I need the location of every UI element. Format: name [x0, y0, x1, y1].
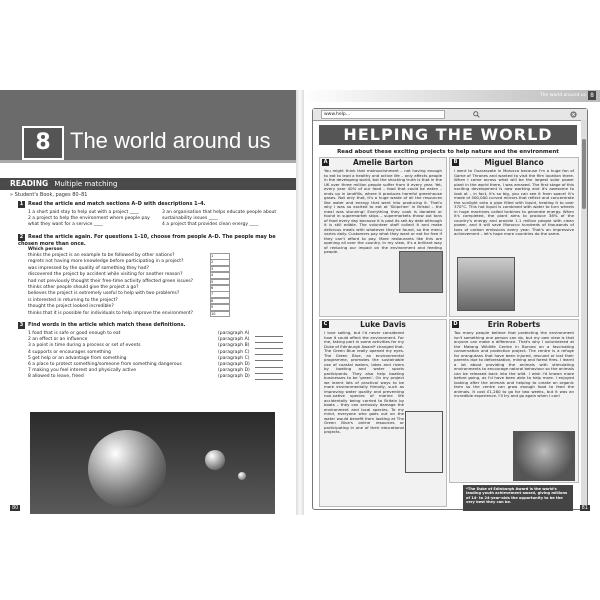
ex2-question-text: thinks other people should give the project a go?: [28, 285, 139, 290]
exercise-3-text: Find words in the article which match these definitions.: [28, 322, 186, 328]
right-page: [300, 90, 600, 515]
ex3-definition-row: [28, 356, 283, 362]
ex3-definition: 1 food that is safe or good enough to eat: [28, 331, 121, 336]
exercise-3-instruction: [18, 322, 288, 329]
card-text: You might think that malnourishment – not having enough to eat to lead a healthy and active life – only affects people in the developing world, but the shocking truth is that in the UK over three million people suffer from it every year. Yet, every year 40% of our food – food that could be eaten – ends up in landfills, where it produces harmful greenhouse gases. Not only that, it's a huge waste of all the resources like water and energy that went into producing it. That's why I was so excited to eat at 'Skipchen' in Bristol – the meal was stunning! Everything they cook is donated or found in supermarket skips – supermarkets throw out tons of food every day because it is past its sell-by date although it is still edible. The volunteer staff collect it and make delicious meals with whatever they've found, so the menu varies daily. Customers pay what they want or eat for free if they can't afford to pay. More restaurants like this are opening all over the country. In my view, it's a brilliant way of reducing our impact on the environment and feeding people.: [324, 168, 442, 254]
exercise-2-text: Read the article again. For questions 1–10, choose from people A–D. The people may be chosen more than once.: [18, 234, 276, 247]
ex2-answer-number: 3: [211, 266, 214, 271]
exercise-1-text: Read the article and match sections A–D with descriptions 1–4.: [28, 201, 206, 207]
ex2-answer-number: 1: [211, 254, 214, 258]
section-sublabel: Multiple matching: [54, 180, 118, 188]
ex3-paragraph-ref: (paragraph D): [218, 374, 250, 380]
section-bar: [0, 178, 300, 190]
ex2-question: [28, 279, 283, 285]
ex2-question: [28, 298, 283, 304]
ex3-paragraph-ref: (paragraph C): [218, 355, 250, 361]
exercise-1-instruction: [18, 201, 288, 208]
ex3-paragraph-ref: (paragraph B): [218, 343, 250, 349]
green-blue-guide-image: [405, 411, 443, 473]
bubble-image: [205, 450, 225, 470]
ex3-definition-row: [28, 350, 283, 356]
ex2-answer-number: 5: [211, 279, 214, 284]
exercise-3-number: 3: [19, 322, 24, 328]
ex3-definition-row: [28, 331, 283, 337]
article-masthead: HELPING THE WORLD: [319, 125, 577, 145]
unit-title: The world around us: [70, 128, 271, 153]
right-page-number: 81: [581, 505, 588, 511]
ex2-question: [28, 311, 283, 317]
ex3-answer-line[interactable]: [255, 343, 283, 349]
ex3-definition: 7 making you feel interest and physically active: [28, 368, 136, 374]
ex2-question-text: thinks that it is possible for individuals to help improve the environment?: [28, 310, 194, 316]
card-name: Miguel Blanco: [484, 158, 544, 167]
card-tag: B: [453, 159, 458, 165]
ex3-definition-row: [28, 337, 283, 343]
card-text: I went to Ouarzazate in Morocco because I'm a huge fan of Game of Thrones and wanted to visit the film location there. When I came across what will be the largest solar power plant in the world there, I was amazed. The first stage of this exciting development is now working and it's awesome to look at – in fact, it's so big, you can see it from space! It's made of 500,000 curved mirrors that reflect and concentrate the sunlight onto a pipe filled with liquid, heating it to over 370°C. This hot liquid is combined with water to turn wheels in huge machines called turbines to generate energy. When it's completed, the plant aims to produce 38% of the country's energy and provide 1.1 million people with clean power, and it will save Morocco hundreds of thousands of tons of carbon emissions every year. That's an impressive achievement – let's hope more countries do the same.: [454, 168, 574, 236]
ex3-definition: 4 supports or encourages something: [28, 349, 111, 355]
ex2-answer-number: 8: [211, 298, 214, 303]
glass-globe-image: [88, 430, 166, 508]
browser-address-bar: [313, 109, 587, 121]
ex2-question-text: thought the project looked incredible?: [28, 304, 114, 310]
ex3-paragraph-ref: (paragraph C): [218, 349, 250, 355]
skipchen-image: [399, 251, 443, 293]
duke-of-edinburgh-footnote: *The Duke of Edinburgh Award is the world's leading youth achievement award, giving millions of 14- to 24-year-olds the opportunity to be the very best they can be.: [463, 485, 573, 511]
ex3-answer-line[interactable]: [255, 374, 283, 380]
ex3-definition: 2 an effect or an influence: [28, 337, 88, 343]
ex2-question-text: thinks the project is an example to be followed by other nations?: [28, 253, 175, 258]
card-text: I love sailing, but I'd never considered how it could affect the environment. For me, taking part in some activities for my Duke of Edinburgh Award* changed that. The Green Blue really opened my eyes. The Green Blue, an environmental programme, promotes the sustainable use of coastal waters, lakes and rivers by boating and water sports participants. They also help boating businesses to be 'green'. On my project we learnt lots of practical ways to be more environmentally friendly, such as improving water quality and preventing non-native species of marine life accidentally being carried to Britain by boats – they can seriously damage the environment and local species. To my mind, everyone who goes out on the water would benefit from looking at The Green Blue's online resources or participating in one of their educational projects.: [324, 330, 404, 434]
ex2-question: [28, 259, 283, 265]
ex3-answer-line[interactable]: [255, 350, 283, 356]
card-text: Too many people believe that protecting the environment isn't something one person can do, but my own view is that anyone can make a difference. That's why I volunteered at the Matang Wildlife Centre in Borneo on a fascinating conservation and protection project. The centre is a refuge for orangutans that have been injured, rescued or lost their parents due to deforestation, mining and forest fires. I learnt a lot about providing the animals with stimulating environments to encourage natural behaviour so the animals can be released back into the wild. I wish I'd known more before going, as I'd have been able to help more. I enjoyed looking after the animals and helping to create an organic farm so the centre can grow enough food to feed the animals. It cost £1,280 to go for two weeks, but it was an incredible experience. I'll try and go again when I can!: [454, 330, 574, 398]
card-name: Erin Roberts: [487, 320, 541, 329]
ex2-answer-box[interactable]: [210, 311, 230, 318]
exercise-2-number: 2: [19, 234, 24, 240]
close-icon[interactable]: [570, 111, 577, 118]
ex2-question: [28, 304, 283, 310]
ex2-question-text: regrets not having more knowledge before participating in a project?: [28, 259, 184, 265]
student-book-reference: » Student's Book, pages 80–81: [10, 192, 88, 198]
search-icon[interactable]: [473, 111, 480, 118]
ex2-answer-number: 9: [211, 305, 214, 310]
ex3-paragraph-ref: (paragraph A): [218, 331, 250, 336]
ex1-item: 4 a project that provides clean energy ____: [162, 222, 259, 227]
card-amelie-barton: [319, 157, 447, 317]
ex3-answer-line[interactable]: [255, 362, 283, 368]
ex2-question: [28, 291, 283, 297]
ex3-paragraph-ref: (paragraph D): [218, 368, 250, 374]
ex3-answer-line[interactable]: [255, 331, 283, 337]
banner-rule: [0, 160, 300, 163]
section-label: READING: [10, 179, 49, 188]
ex2-answer-number: 10: [211, 311, 216, 316]
ex3-paragraph-ref: (paragraph D): [218, 362, 250, 367]
ex2-answer-number: 6: [211, 286, 214, 290]
ex2-question-text: had not previously thought their free-time activity affected green issues?: [28, 278, 194, 284]
exercise-1-number: 1: [19, 201, 24, 207]
scrollbar-thumb[interactable]: [582, 139, 586, 209]
ex3-answer-line[interactable]: [255, 356, 283, 362]
running-unit-number: 8: [588, 91, 596, 100]
card-name: Amelie Barton: [352, 158, 414, 167]
running-head: The world around us: [539, 93, 586, 98]
ex2-question: [28, 266, 283, 272]
card-tag: D: [453, 321, 458, 327]
ex3-definition-row: [28, 374, 283, 380]
card-tag: A: [323, 159, 328, 165]
ex3-definition: 8 allowed to leave, freed: [28, 374, 84, 380]
ex3-definition: 5 get help or an advantage from something: [28, 355, 127, 361]
ex3-definition-row: [28, 362, 283, 368]
ex2-question-text: believes the project is extremely useful to help with two problems?: [28, 291, 180, 297]
ex2-header: Which person: [28, 247, 63, 252]
ex3-paragraph-ref: (paragraph A): [218, 337, 250, 343]
ex2-question: [28, 272, 283, 278]
ex2-answer-number: 2: [211, 260, 214, 265]
ex3-definition-row: [28, 343, 283, 349]
ex2-question: [28, 253, 283, 259]
browser-window: [312, 108, 588, 510]
left-page-number: 80: [12, 505, 19, 511]
url-field[interactable]: www.help...: [321, 110, 445, 119]
ex3-definition-row: [28, 368, 283, 374]
exercise-2-instruction: [18, 234, 288, 247]
ex3-definition: 3 a point in time during a process or set of events: [28, 343, 141, 349]
ex3-answer-line[interactable]: [255, 368, 283, 374]
ex2-answer-number: 4: [211, 273, 214, 278]
ex2-question-text: was impressed by the quality of something they had?: [28, 265, 149, 271]
bubble-image: [238, 472, 246, 480]
ex3-answer-line[interactable]: [255, 337, 283, 343]
ex2-question: [28, 285, 283, 291]
solar-plant-image: [457, 257, 515, 311]
ex1-item: 3 an organisation that helps educate people about sustainability issues ____: [162, 210, 277, 221]
ex1-item: 1 a short paid stay to help out with a project ____: [28, 210, 139, 215]
orangutan-image: [513, 431, 575, 481]
ex2-answer-number: 7: [211, 292, 214, 297]
unit-number: 8: [22, 126, 64, 160]
ex2-question-text: is interested in returning to the project?: [28, 297, 118, 303]
article-subtitle: Read about these exciting projects to help nature and the environment: [337, 149, 559, 155]
card-tag: C: [323, 321, 328, 327]
ex2-question-text: discovered the project by accident while visiting for another reason?: [28, 272, 183, 278]
ex3-definition: 6 a place to protect something/someone from something dangerous: [28, 362, 182, 367]
ex1-item: 2 a project to help the environment where people pay what they want for a service ____: [28, 216, 150, 227]
card-name: Luke Davis: [360, 320, 406, 329]
left-page: [0, 90, 300, 515]
book-spread: [0, 90, 600, 515]
book-gutter: [296, 90, 304, 515]
